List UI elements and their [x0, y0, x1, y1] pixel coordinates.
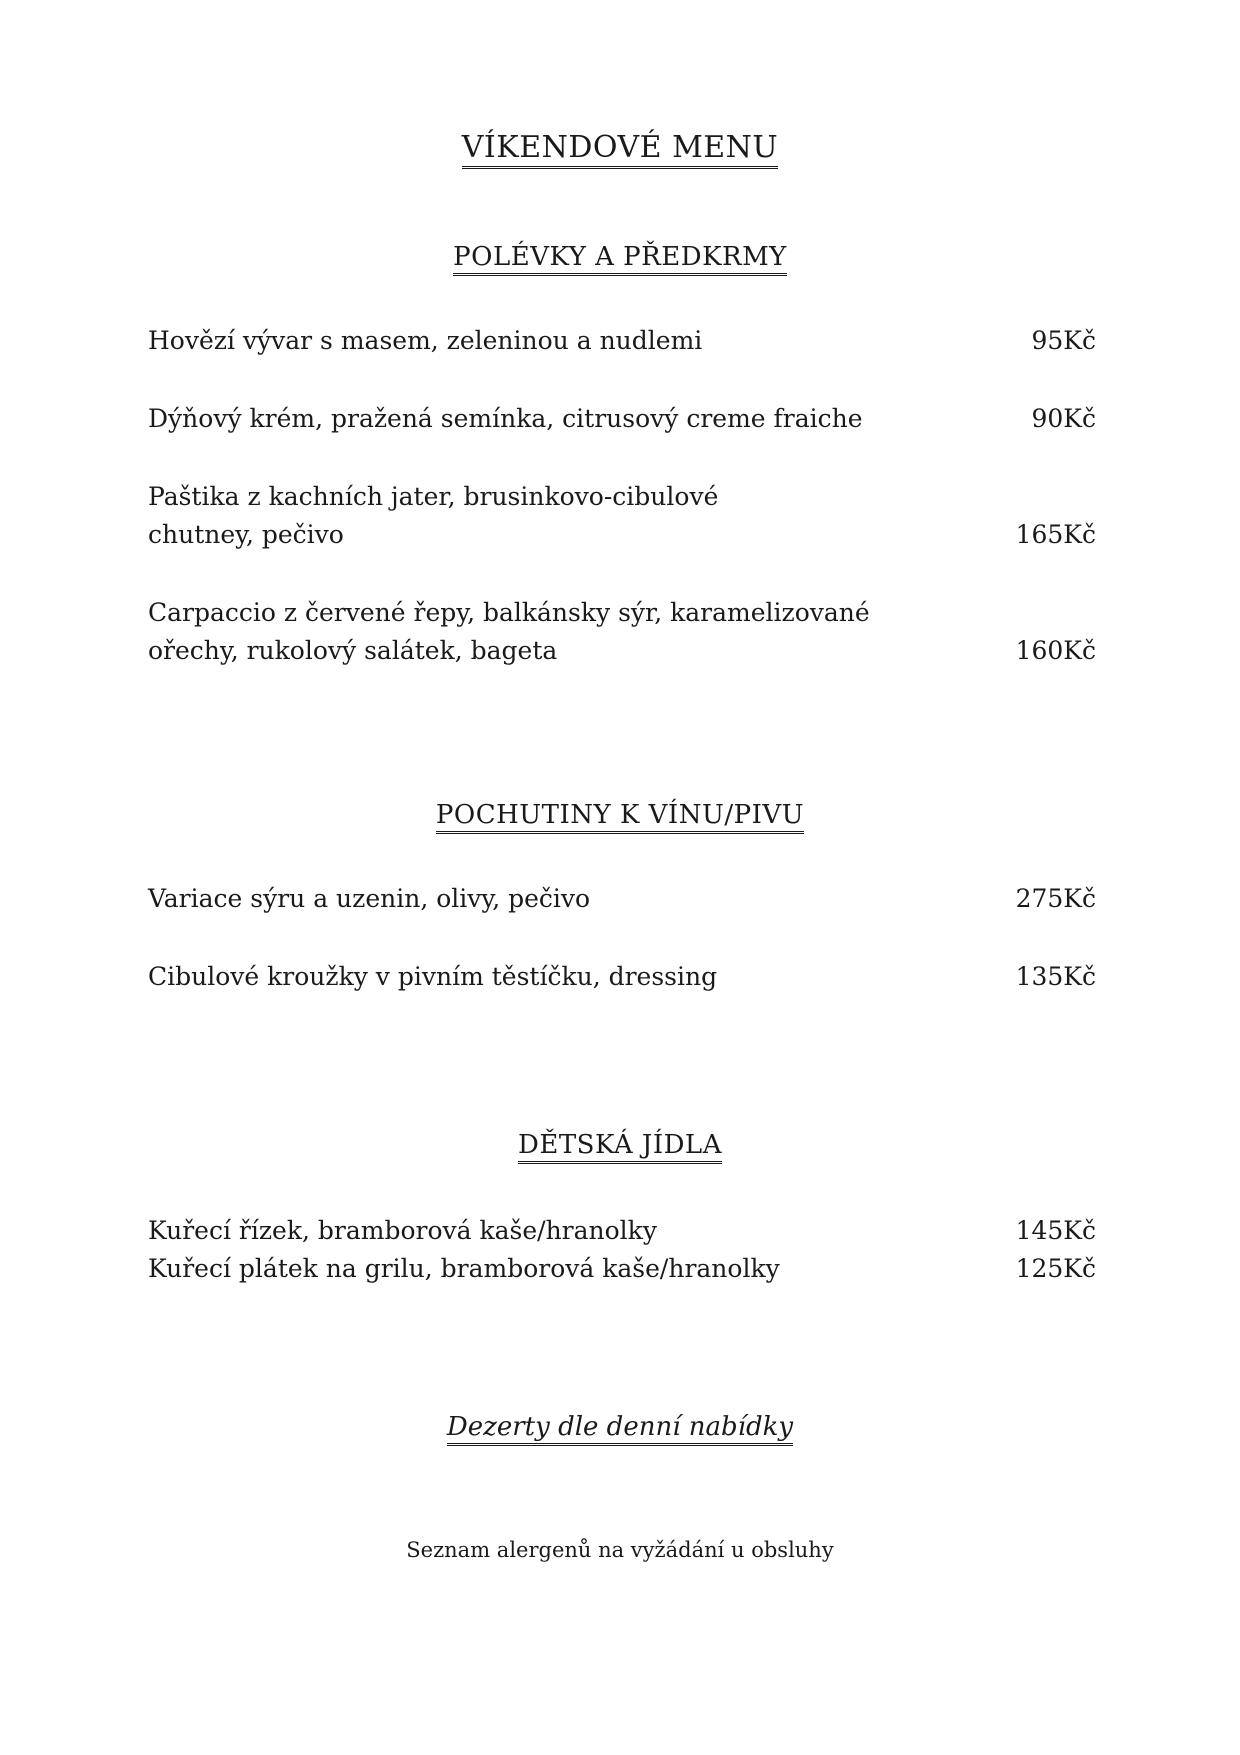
item-price: 275Kč: [1015, 884, 1096, 913]
item-price: 145Kč: [1015, 1216, 1096, 1245]
item-name: Variace sýru a uzenin, olivy, pečivo: [148, 884, 591, 913]
item-price: 165Kč: [1015, 520, 1096, 549]
menu-item: [148, 478, 1096, 554]
item-name: Kuřecí řízek, bramborová kaše/hranolky: [148, 1216, 657, 1245]
menu-item: [148, 880, 1096, 918]
menu-item: [148, 322, 1096, 360]
item-price: 160Kč: [1015, 636, 1096, 665]
menu-item: [148, 958, 1096, 996]
item-name-line-1: Paštika z kachních jater, brusinkovo-cibulové: [148, 482, 719, 511]
menu-item: [148, 400, 1096, 438]
menu-title: VÍKENDOVÉ MENU: [0, 130, 1240, 165]
desserts-note: Dezerty dle denní nabídky: [0, 1412, 1240, 1442]
item-name-line-2: ořechy, rukolový salátek, bageta: [148, 636, 558, 665]
item-price: 90Kč: [1031, 404, 1096, 433]
item-name: Hovězí vývar s masem, zeleninou a nudlemi: [148, 326, 703, 355]
item-name: Kuřecí plátek na grilu, bramborová kaše/hranolky: [148, 1254, 780, 1283]
item-price: 125Kč: [1015, 1254, 1096, 1283]
item-price: 135Kč: [1015, 962, 1096, 991]
menu-item: [148, 1250, 1096, 1288]
menu-item: [148, 1212, 1096, 1250]
item-price: 95Kč: [1031, 326, 1096, 355]
item-name: Cibulové kroužky v pivním těstíčku, dressing: [148, 962, 718, 991]
item-name-line-1: Carpaccio z červené řepy, balkánsky sýr, karamelizované: [148, 598, 870, 627]
section-heading-starters: POLÉVKY A PŘEDKRMY: [0, 242, 1240, 272]
menu-item: [148, 594, 1096, 670]
item-name: Dýňový krém, pražená semínka, citrusový creme fraiche: [148, 404, 863, 433]
allergens-note: Seznam alergenů na vyžádání u obsluhy: [406, 1538, 834, 1562]
section-heading-kids: DĚTSKÁ JÍDLA: [0, 1130, 1240, 1160]
section-heading-snacks: POCHUTINY K VÍNU/PIVU: [0, 800, 1240, 830]
item-name-line-2: chutney, pečivo: [148, 520, 344, 549]
